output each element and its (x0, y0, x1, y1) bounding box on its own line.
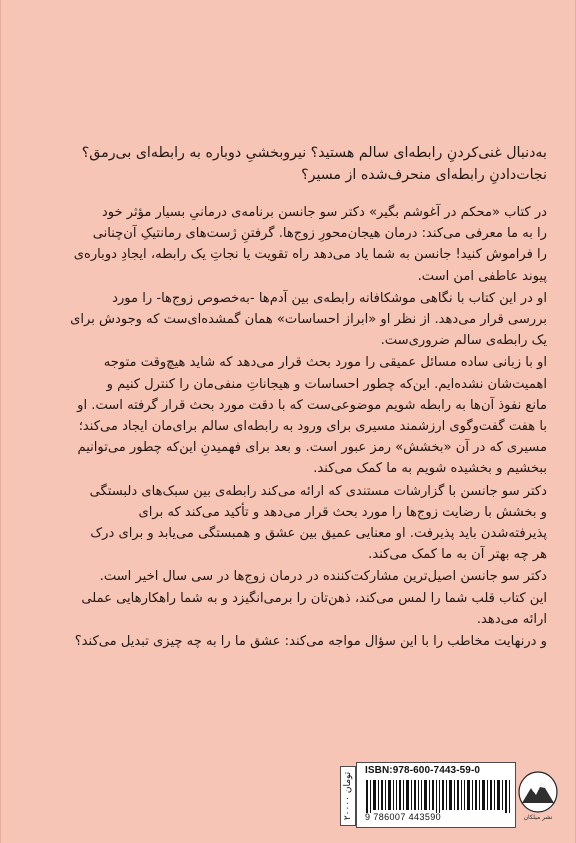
paragraph-line: و درنهایت مخاطب را با این سؤال مواجه می‌کند: عشق ما را به چه چیزی تبدیل می‌کند؟ (74, 634, 547, 650)
paragraph-2 (35, 288, 547, 352)
paragraph-line: هر چه بهتر آن به ما کمک می‌کند. (368, 547, 547, 563)
intro-line-2: نجات‌دادنِ رابطه‌ای منحرف‌شده از مسیر؟ (301, 167, 547, 183)
paragraph-line: در کتاب «محکم در آغوشم بگیر» دکتر سو جانسن برنامه‌ی درمانیِ بسیار مؤثر خود (101, 205, 547, 220)
paragraph-4 (35, 481, 547, 566)
paragraph-line: یک رابطه‌ی سالم ضروری‌ست. (380, 333, 547, 349)
paragraph-line: پیوند عاطفی امن است. (417, 268, 547, 284)
paragraph-line: او در این کتاب با نگاهی موشکافانه رابطه‌ی بین آدم‌ها -به‌خصوص زوج‌ها- را مورد (112, 290, 547, 306)
paragraph-line: بررسی قرار می‌دهد. از نظر او «ابراز احساسات» همان گمشده‌ای‌ست که وجودش برای (70, 312, 547, 328)
paragraph-line: دکتر سو جانسن با گزارشات مستندی که ارائه می‌کند رابطه‌ی بین سبک‌های دلبستگی (89, 483, 547, 499)
price-label (340, 766, 356, 826)
paragraph-line: اهمیت‌شان نشده‌ایم. این‌که چطور احساسات و هیجاناتِ منفی‌مان را کنترل کنیم و (106, 376, 547, 392)
barcode-label (356, 762, 516, 828)
barcode-bars (366, 780, 514, 813)
paragraph-line: ببخشیم و بخشیده شویم به ما کمک می‌کند. (313, 461, 547, 477)
paragraph-line: با هفت گفت‌وگوی ارزشمند مسیری برای ورود به رابطه‌ای سالم برای‌مان ایجاد می‌کند؛ (78, 419, 547, 435)
intro-line-1: به‌دنبال غنی‌کردنِ رابطه‌ای سالم هستید؟ نیروبخشیِ دوباره به رابطه‌ای بی‌رمق؟ (81, 145, 547, 161)
paragraph-line: پذیرفته‌شدن باید پذیرفت. او معنایی عمیق بین عشق و همبستگی می‌یابد و برای درک (90, 526, 547, 542)
paragraph-line: این کتاب قلب شما را لمس می‌کند، ذهن‌تان را برمی‌انگیزد و به شما راهکارهایی عملی (81, 590, 547, 606)
paragraph-line: را به ما معرفی می‌کند: درمان هیجان‌محورِ زوج‌ها. گرفتنِ ژست‌های رمانتیکِ آن‌چنانی (92, 226, 547, 242)
paragraph-line: مانع نفوذ آن‌ها به رابطه شویم موضوعی‌ست که با دقت مورد بحث قرار گرفته است. او (77, 397, 547, 413)
price-text: ۲۰۰۰۰ تومان (343, 771, 353, 821)
paragraph-1 (35, 202, 547, 287)
paragraph-3 (35, 352, 547, 479)
paragraph-line: دکتر سو جانسن اصیل‌ترین مشارکت‌کننده در درمان زوج‌ها در سی سال اخیر است. (99, 569, 547, 585)
intro-questions (35, 142, 547, 186)
barcode-digits: 9 786007 443590 (365, 812, 442, 822)
paragraph-line: و بخشش با رضایت زوج‌ها را مورد بحث قرار می‌دهد و تأکید می‌کند که برای (138, 504, 547, 520)
paragraph-line: را فراموش کنید! جانسن به شما یاد می‌دهد راه تقویت یا نجاتِ یک رابطه، ایجادِ دوباره‌ی (73, 247, 547, 263)
paragraph-line: ارائه می‌دهد. (476, 611, 547, 627)
paragraph-line: او با زبانی ساده مسائل عمیقی را مورد بحث قرار می‌دهد که شاید هیچ‌وقت متوجه (103, 355, 547, 371)
publisher-name: نشر میلکان (523, 814, 553, 821)
paragraph-6 (35, 631, 547, 652)
isbn-text: ISBN:978-600-7443-59-0 (365, 765, 481, 776)
back-cover-text (35, 142, 547, 653)
paragraph-line: مسیری که در آن «بخشش» رمز عبور است. و بعد برای فهمیدنِ این‌که چطور می‌توانیم (77, 440, 547, 456)
paragraph-5 (35, 566, 547, 630)
